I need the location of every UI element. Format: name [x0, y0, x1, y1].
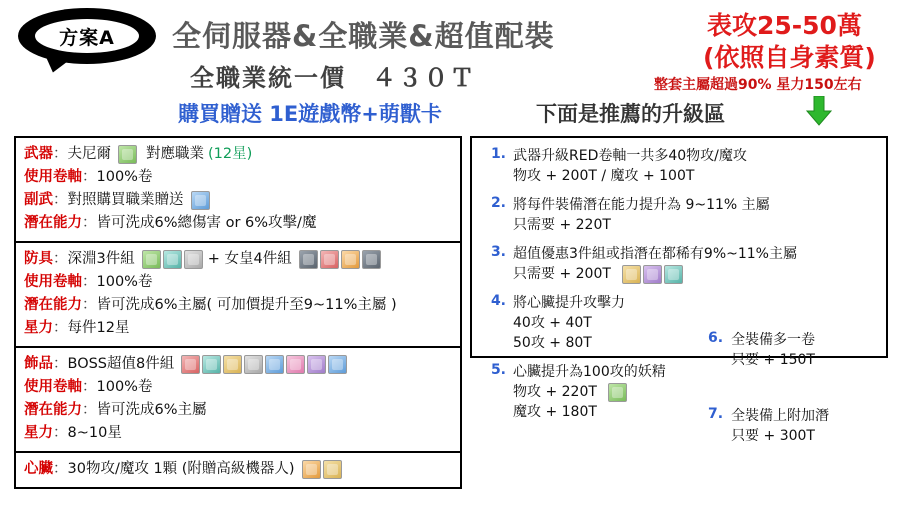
row-label: 防具: [24, 251, 53, 267]
row-value: 夫尼爾: [67, 146, 111, 162]
accessory-icon-group: [180, 355, 348, 374]
item-line-2: [513, 264, 797, 284]
row-label: 星力: [24, 425, 53, 441]
item-text: [513, 293, 625, 353]
item-line-2: 只要 + 300T: [731, 428, 815, 444]
row-value-2: 對應職業: [146, 146, 204, 162]
spec-row: [24, 353, 452, 376]
spec-row: [24, 399, 452, 422]
row-value: 100%卷: [96, 274, 153, 290]
row-value: 對照購買職業贈送: [67, 192, 184, 208]
item-line-1: 將心臟提升攻擊力: [513, 295, 625, 311]
item-number: 4.: [490, 293, 506, 309]
item-line-2: 只要 + 150T: [731, 352, 815, 368]
row-label: 使用卷軸: [24, 379, 82, 395]
row-label: 心臟: [24, 461, 53, 477]
item-line-3: 魔攻 + 180T: [513, 404, 597, 420]
row-label: 副武: [24, 192, 53, 208]
item-line-2: [513, 382, 666, 402]
row-label: 潛在能力: [24, 215, 82, 231]
item-line-2-text: 物攻 + 220T: [513, 384, 597, 400]
price-subtitle: 全職業統一價 ４３０Ｔ: [190, 64, 476, 92]
item-number: 1.: [490, 146, 506, 162]
upgrade-item-7: [708, 406, 829, 446]
gear-block-armor: [16, 243, 460, 348]
spec-row: [24, 458, 452, 481]
item-line-3: 50攻 + 80T: [513, 335, 592, 351]
gear-block-accessory: [16, 348, 460, 453]
row-sep: ：: [53, 146, 68, 162]
upgrade-item-6: [708, 330, 815, 370]
spec-row: [24, 189, 452, 212]
item-line-1: 超值優惠3件組或指潛在都稀有9%~11%主屬: [513, 246, 797, 262]
row-value: 皆可洗成6%主屬( 可加價提升至9~11%主屬 ): [96, 297, 397, 313]
spec-row: [24, 294, 452, 317]
spec-row: [24, 248, 452, 271]
spec-row: [24, 212, 452, 235]
row-sep: ：: [53, 356, 68, 372]
attack-range-line1: 表攻25-50萬: [707, 11, 862, 40]
upgrade-item: [480, 146, 880, 186]
row-label: 潛在能力: [24, 402, 82, 418]
row-sep: ：: [53, 251, 68, 267]
row-value: 100%卷: [96, 169, 153, 185]
stat-note: 整套主屬超過90% 星力150左右: [654, 77, 862, 93]
row-value: 皆可洗成6%主屬: [96, 402, 207, 418]
upgrade-item: [480, 293, 880, 353]
row-sep: ：: [53, 425, 68, 441]
row-value: 深淵3件組: [67, 251, 135, 267]
recommend-note: 下面是推薦的升級區: [536, 102, 725, 126]
item-text: [731, 406, 829, 446]
row-value: 皆可洗成6%總傷害 or 6%攻擊/魔: [96, 215, 317, 231]
item-text: [513, 362, 666, 422]
spec-row: [24, 143, 452, 166]
row-sep: ：: [82, 274, 97, 290]
row-label: 潛在能力: [24, 297, 82, 313]
row-value: 8~10星: [67, 425, 122, 441]
gear-block-weapon: [16, 138, 460, 243]
item-line-2: 只需要 + 220T: [513, 217, 611, 233]
gift-note: 購買贈送 1E遊戲幣+萌獸卡: [178, 102, 442, 126]
row-sep: ：: [82, 169, 97, 185]
item-number: 2.: [490, 195, 506, 211]
spec-row: [24, 271, 452, 294]
item-number: 5.: [490, 362, 506, 378]
item-line-1: 將每件裝備潛在能力提升為 9~11% 主屬: [513, 197, 770, 213]
row-sep: ：: [82, 379, 97, 395]
item-number: 7.: [708, 406, 724, 422]
spec-row: [24, 422, 452, 445]
spec-row: [24, 317, 452, 340]
ring-icon-group: [621, 265, 684, 284]
plan-badge-tail: [43, 55, 71, 74]
armor-icon-group: [141, 250, 204, 269]
item-number: 6.: [708, 330, 724, 346]
fairy-icon: [607, 383, 628, 402]
item-line-2: 物攻 + 200T / 魔攻 + 100T: [513, 168, 695, 184]
page-title: 全伺服器&全職業&超值配裝: [172, 19, 555, 53]
item-line-2: 40攻 + 40T: [513, 315, 592, 331]
item-text: [731, 330, 815, 370]
heart-icon-group: [301, 460, 343, 479]
item-line-2-text: 只需要 + 200T: [513, 266, 611, 282]
weapon-icon: [117, 145, 138, 164]
item-number: 3.: [490, 244, 506, 260]
item-text: [513, 244, 797, 284]
arrow-down-icon: [806, 96, 832, 126]
row-value: 每件12星: [67, 320, 130, 336]
spec-row: [24, 376, 452, 399]
gear-spec-panel: [14, 136, 462, 489]
item-text: [513, 195, 770, 235]
item-line-1: 全裝備上附加潛: [731, 408, 830, 424]
upgrade-item: [480, 244, 880, 284]
shield-icon: [190, 191, 211, 210]
item-line-1: 心臟提升為100攻的妖精: [513, 364, 666, 380]
row-label: 使用卷軸: [24, 274, 82, 290]
row-label: 使用卷軸: [24, 169, 82, 185]
gear-block-heart: [16, 453, 460, 487]
row-label: 星力: [24, 320, 53, 336]
plan-badge: [18, 8, 156, 64]
row-value: BOSS超值8件組: [67, 356, 175, 372]
row-sep: ：: [53, 461, 68, 477]
armor-icon-group-2: [298, 250, 382, 269]
item-line-1: 全裝備多一卷: [731, 332, 816, 348]
row-value-2: + 女皇4件組: [207, 251, 292, 267]
row-label: 飾品: [24, 356, 53, 372]
plan-badge-label: 方案A: [35, 19, 139, 53]
row-sep: ：: [82, 215, 97, 231]
upgrade-item: [480, 195, 880, 235]
row-sep: ：: [53, 192, 68, 208]
item-line-1: 武器升級RED卷軸一共多40物攻/魔攻: [513, 148, 747, 164]
item-text: [513, 146, 747, 186]
row-sep: ：: [82, 297, 97, 313]
row-value-3: (12星): [208, 146, 253, 162]
row-value: 100%卷: [96, 379, 153, 395]
attack-range-line2: (依照自身素質): [703, 43, 876, 72]
row-label: 武器: [24, 146, 53, 162]
spec-row: [24, 166, 452, 189]
row-sep: ：: [82, 402, 97, 418]
row-value: 30物攻/魔攻 1顆 (附贈高級機器人): [67, 461, 295, 477]
row-sep: ：: [53, 320, 68, 336]
